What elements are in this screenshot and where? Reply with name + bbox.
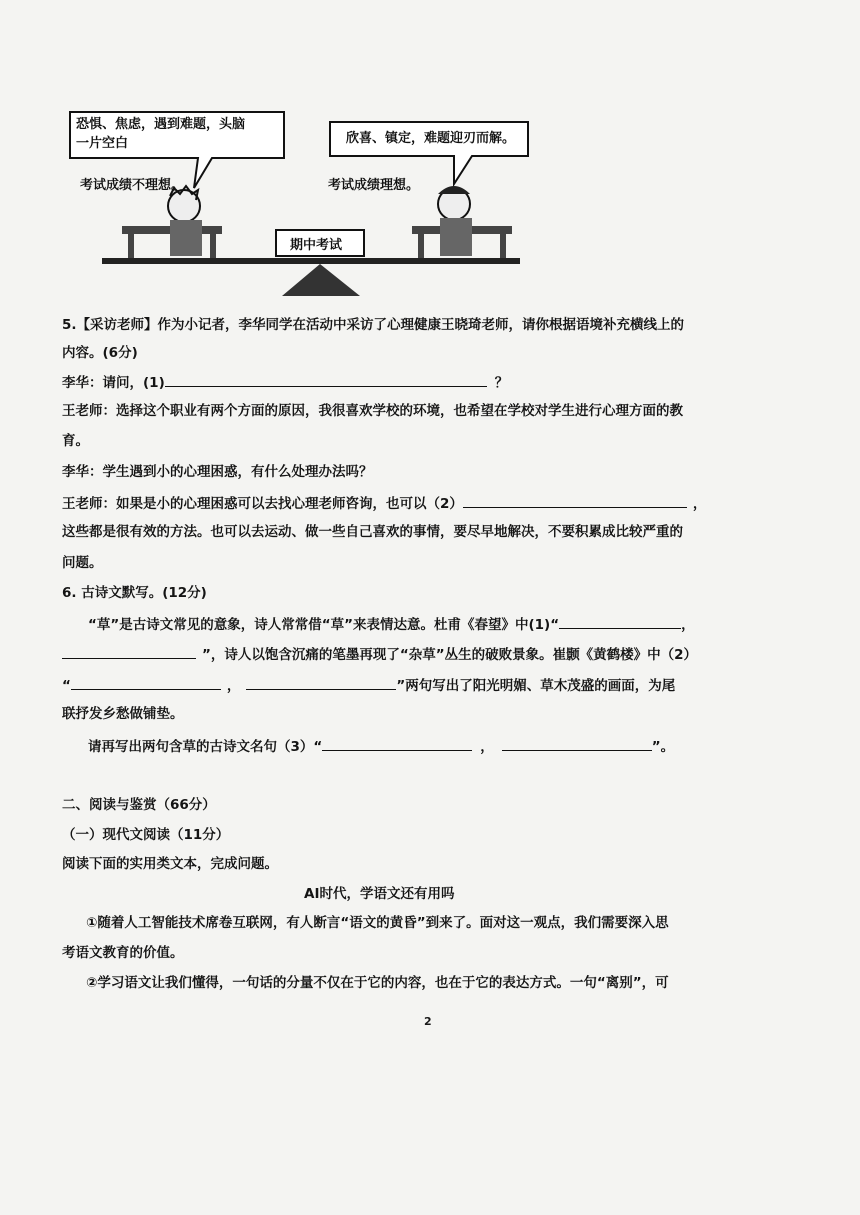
exam-cartoon [62, 108, 532, 298]
article-title: AI时代，学语文还有用吗 [304, 886, 455, 902]
q6-line1 [88, 614, 695, 634]
article-p2-line1: ②学习语文让我们懂得，一句话的分量不仅在于它的内容，也在于它的表达方式。一句“离别”，可 [86, 975, 669, 991]
q6-line4: 联抒发乡愁做铺垫。 [62, 706, 184, 722]
right-bubble-text: 欣喜、镇定，难题迎刃而解。 [346, 131, 516, 146]
q5-li-question1 [62, 372, 508, 392]
q5-wang-answer2 [62, 493, 706, 513]
q6-l5-prefix: 请再写出两句含草的古诗文名句（3）“ [88, 739, 323, 755]
q6-line2 [62, 644, 697, 664]
q6-l3-suffix: ”两句写出了阳光明媚、草木茂盛的画面，为尾 [396, 678, 676, 694]
q5-line1: 5.【采访老师】作为小记者，李华同学在活动中采访了心理健康王晓琦老师，请你根据语境补充横线上的 [62, 317, 685, 333]
section2-instruction: 阅读下面的实用类文本，完成问题。 [62, 856, 278, 872]
q5-li-question2: 李华：学生遇到小的心理困惑，有什么处理办法吗？ [62, 464, 373, 480]
q6-line5 [88, 736, 674, 756]
answer-blank-2[interactable] [463, 493, 687, 508]
q5-li-q1-suffix: ？ [494, 375, 509, 391]
q6-line3 [62, 675, 675, 695]
article-p1-line1: ①随着人工智能技术席卷互联网，有人断言“语文的黄昏”到来了。面对这一观点，我们需要深入思 [86, 915, 669, 931]
q5-wang-a2-prefix: 王老师：如果是小的心理困惑可以去找心理老师咨询，也可以（2） [62, 496, 463, 512]
page-number: 2 [424, 1015, 432, 1028]
answer-blank-5[interactable] [71, 675, 221, 690]
answer-blank-7[interactable] [322, 736, 472, 751]
q6-l1-suffix: ， [681, 617, 695, 633]
q6-title: 6. 古诗文默写。(12分) [62, 585, 207, 601]
q5-line2: 内容。(6分) [62, 345, 138, 361]
answer-blank-3[interactable] [559, 614, 681, 629]
answer-blank-6[interactable] [246, 675, 396, 690]
left-caption: 考试成绩不理想。 [80, 178, 185, 193]
q5-li-q1-prefix: 李华：请问，(1) [62, 375, 165, 391]
q6-l3-prefix: “ [62, 678, 71, 694]
q6-l5-suffix: ”。 [651, 739, 675, 755]
article-p1-line2: 考语文教育的价值。 [62, 945, 184, 961]
q5-wang-a2-suffix: ， [692, 496, 707, 512]
q5-wang-answer1-line2: 育。 [62, 433, 89, 449]
section2-title: 二、阅读与鉴赏（66分） [62, 797, 216, 813]
left-bubble-line1: 恐惧、焦虑，遇到难题，头脑 [76, 117, 246, 132]
q6-l5-comma: ， [480, 739, 494, 755]
q6-l2-middle: ”，诗人以饱含沉痛的笔墨再现了“杂草”丛生的破败景象。崔颢《黄鹤楼》中（2） [202, 647, 698, 663]
answer-blank-4[interactable] [62, 644, 196, 659]
scale-label: 期中考试 [290, 238, 343, 253]
right-caption: 考试成绩理想。 [328, 178, 420, 193]
q5-wang-answer2-line2: 这些都是很有效的方法。也可以去运动、做一些自己喜欢的事情，要尽早地解决，不要积累成比较严重的 [62, 524, 683, 540]
answer-blank-8[interactable] [502, 736, 652, 751]
q6-l1-prefix: “草”是古诗文常见的意象，诗人常常借“草”来表情达意。杜甫《春望》中(1)“ [88, 617, 560, 633]
left-bubble-line2: 一片空白 [76, 136, 129, 151]
answer-blank-1[interactable] [165, 372, 487, 387]
q5-wang-answer1-line1: 王老师：选择这个职业有两个方面的原因，我很喜欢学校的环境，也希望在学校对学生进行心理方面的教 [62, 403, 683, 419]
q5-wang-answer2-line3: 问题。 [62, 555, 103, 571]
q6-l3-comma: ， [226, 678, 241, 694]
section2-subtitle: （一）现代文阅读（11分） [62, 827, 230, 843]
